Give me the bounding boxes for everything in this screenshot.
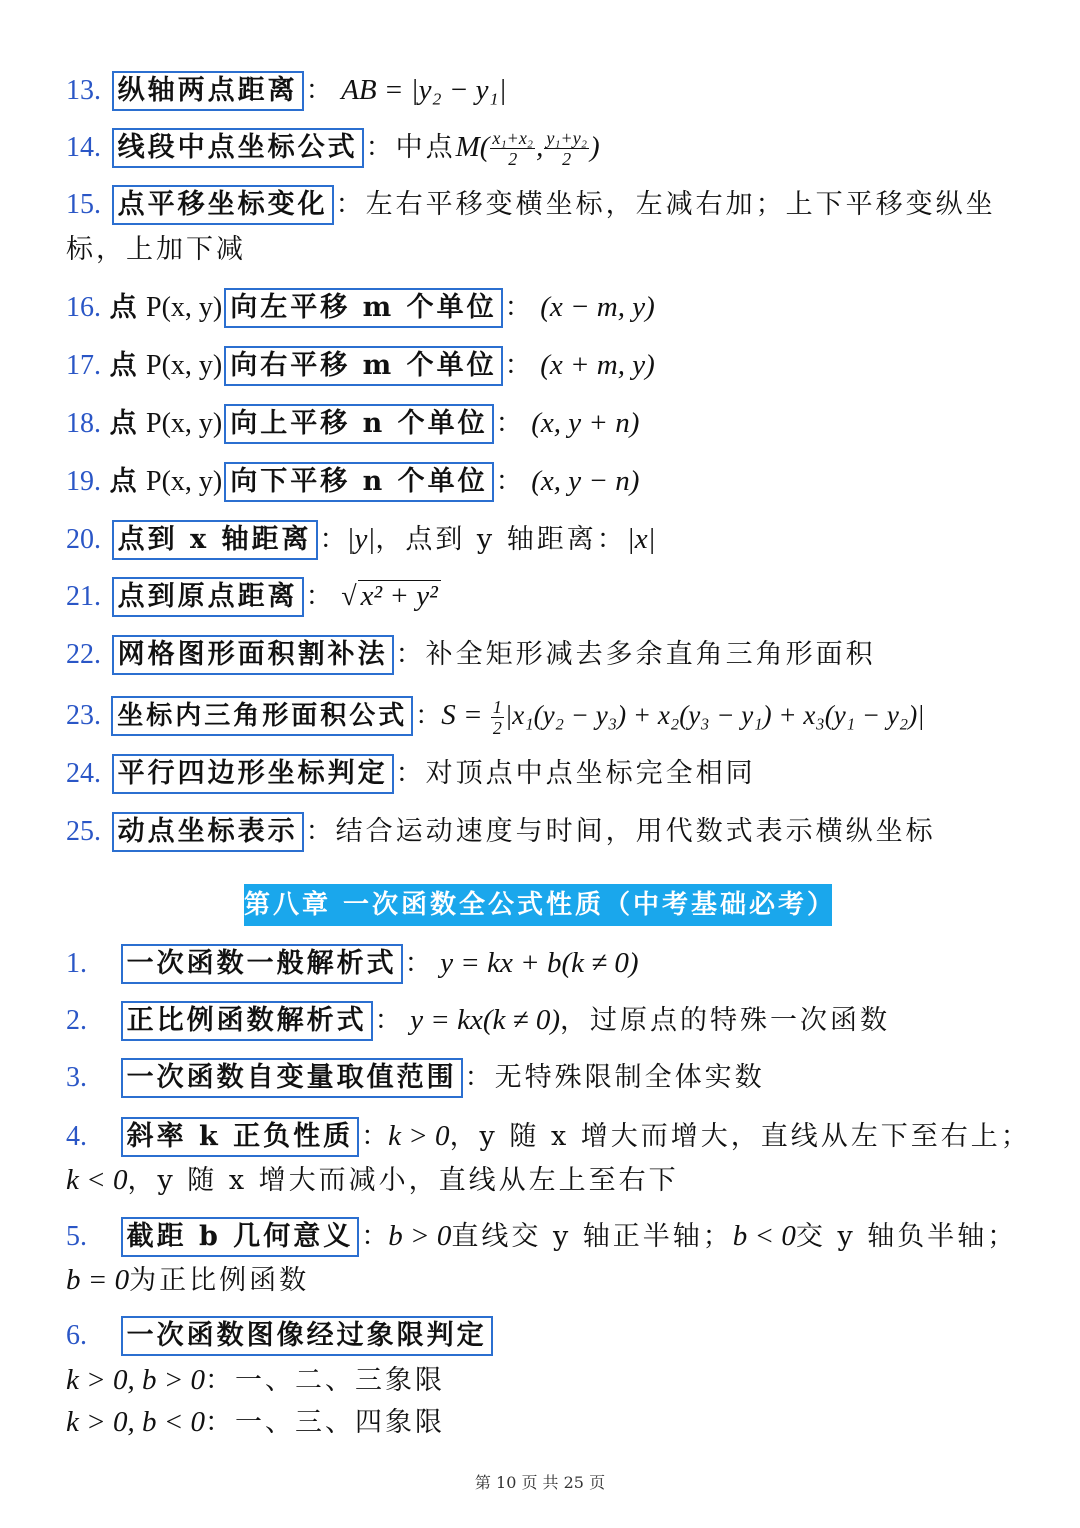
item-21	[66, 577, 441, 617]
item-text: ：左右平移变横坐标，左减右加；上下平移变纵坐	[335, 189, 996, 220]
formula: k > 0	[388, 1120, 450, 1152]
item-number: 6.	[66, 1320, 87, 1351]
fraction	[491, 697, 504, 738]
numerator: x₁+x₂	[492, 128, 534, 148]
item-text: 交 y 轴负半轴；	[795, 1221, 1018, 1252]
item-text: ，点到 y 轴距离：	[375, 524, 627, 555]
item-number: 22.	[66, 639, 101, 670]
item-label: 线段中点坐标公式	[112, 128, 364, 168]
item-text: 为正比例函数	[129, 1265, 310, 1296]
formula: y = kx + b(k ≠ 0)	[440, 947, 639, 979]
item-text: ：一、二、三象限	[205, 1365, 446, 1396]
ch8-item-5-cont	[66, 1260, 309, 1301]
item-text: ：中点	[365, 132, 456, 163]
quadrant-line-2	[66, 1402, 445, 1443]
fraction	[490, 128, 535, 169]
formula: k > 0, b > 0	[66, 1364, 206, 1396]
item-number: 17.	[66, 350, 101, 381]
item-text: ：补全矩形减去多余直角三角形面积	[395, 639, 876, 670]
item-label: 向下平移 n 个单位	[224, 462, 493, 502]
item-number: 19.	[66, 466, 101, 497]
ch8-item-5	[66, 1216, 1017, 1257]
item-number: 3.	[66, 1062, 87, 1093]
item-label: 动点坐标表示	[112, 812, 304, 852]
item-number: 25.	[66, 816, 101, 847]
ch8-item-2	[66, 1000, 890, 1041]
formula: |x₁(y₂ − y₃) + x₂(y₃ − y₁) + x₃(y₁ − y₂)|	[504, 700, 925, 730]
formula: AB = |y₂ − y₁|	[341, 74, 507, 106]
item-label: 向上平移 n 个单位	[224, 404, 493, 444]
item-label: 点到 x 轴距离	[112, 520, 318, 560]
formula: S =	[441, 699, 490, 731]
item-text: ：	[361, 1221, 389, 1252]
item-18	[66, 403, 639, 444]
formula: (x + m, y)	[540, 349, 655, 381]
formula: |x|	[626, 523, 656, 555]
item-number: 2.	[66, 1005, 87, 1036]
item-number: 20.	[66, 524, 101, 555]
item-label: 一次函数图像经过象限判定	[121, 1316, 493, 1356]
item-23	[66, 695, 925, 738]
ch8-item-4-cont	[66, 1160, 679, 1201]
item-text: ：结合运动速度与时间，用代数式表示横纵坐标	[305, 816, 936, 847]
item-label: 点到原点距离	[112, 577, 304, 617]
item-number: 4.	[66, 1121, 87, 1152]
item-number: 5.	[66, 1221, 87, 1252]
item-label: 一次函数一般解析式	[121, 944, 403, 984]
item-text: ：	[305, 75, 333, 106]
item-number: 14.	[66, 132, 101, 163]
item-number: 21.	[66, 581, 101, 612]
item-label: 斜率 k 正负性质	[121, 1117, 360, 1157]
item-14	[66, 127, 600, 169]
formula: (x, y − n)	[531, 465, 640, 497]
item-prefix: 点	[109, 292, 146, 323]
ch8-item-3	[66, 1058, 765, 1098]
point: P(x, y)	[146, 292, 223, 323]
item-text: ：	[404, 948, 432, 979]
item-text: ：	[504, 292, 532, 323]
formula: |y|	[346, 523, 376, 555]
sqrt-content: x² + y²	[358, 580, 441, 611]
item-label: 纵轴两点距离	[112, 71, 304, 111]
page-footer: 第 10 页 共 25 页	[474, 1473, 606, 1492]
fraction	[544, 128, 589, 169]
item-label: 向右平移 m 个单位	[224, 346, 502, 386]
item-text: ：	[305, 581, 333, 612]
formula: b = 0	[66, 1264, 130, 1296]
item-label: 截距 b 几何意义	[121, 1217, 360, 1257]
ch8-item-4	[66, 1116, 1031, 1157]
item-text: ：一、三、四象限	[205, 1407, 446, 1438]
item-text: ，y 随 x 增大而减小，直线从左上至右下	[127, 1165, 679, 1196]
item-text: ：	[495, 408, 523, 439]
chapter-title: 第八章 一次函数全公式性质（中考基础必考）	[244, 884, 832, 926]
item-number: 23.	[66, 700, 101, 731]
formula: b > 0	[388, 1220, 452, 1252]
item-13	[66, 70, 507, 111]
item-22	[66, 635, 876, 675]
item-15-cont: 标，上加下减	[66, 234, 246, 265]
item-16	[66, 287, 655, 328]
item-text: ：	[504, 350, 532, 381]
item-text: ：	[374, 1005, 402, 1036]
item-text: ：无特殊限制全体实数	[464, 1062, 765, 1093]
formula: y = kx(k ≠ 0)	[410, 1004, 560, 1036]
item-text: ：对顶点中点坐标完全相同	[395, 758, 756, 789]
denominator: 2	[508, 149, 518, 169]
item-19	[66, 461, 639, 502]
item-number: 15.	[66, 189, 101, 220]
item-20	[66, 519, 656, 560]
point: P(x, y)	[146, 350, 223, 381]
ch8-item-1	[66, 943, 639, 984]
item-number: 18.	[66, 408, 101, 439]
sqrt-sign: √	[341, 581, 357, 612]
point: P(x, y)	[146, 408, 223, 439]
item-prefix: 点	[109, 466, 146, 497]
item-text: ：	[319, 524, 347, 555]
item-label: 平行四边形坐标判定	[112, 754, 394, 794]
item-text: ：	[361, 1121, 389, 1152]
point: P(x, y)	[146, 466, 223, 497]
formula: (x, y + n)	[531, 407, 640, 439]
item-label: 正比例函数解析式	[121, 1001, 373, 1041]
item-number: 1.	[66, 948, 87, 979]
separator: ,	[536, 131, 544, 163]
denominator: 2	[562, 149, 572, 169]
numerator: 1	[492, 696, 502, 717]
item-prefix: 点	[109, 408, 146, 439]
item-15	[66, 185, 996, 225]
item-prefix: 点	[109, 350, 146, 381]
item-number: 16.	[66, 292, 101, 323]
item-number: 24.	[66, 758, 101, 789]
item-label: 向左平移 m 个单位	[224, 288, 502, 328]
formula: M(	[455, 131, 490, 163]
item-label: 一次函数自变量取值范围	[121, 1058, 463, 1098]
item-25	[66, 812, 936, 852]
item-label: 点平移坐标变化	[112, 185, 334, 225]
ch8-item-6	[66, 1316, 495, 1356]
denominator: 2	[492, 717, 502, 738]
formula: k > 0, b < 0	[66, 1406, 206, 1438]
numerator: y₁+y₂	[546, 128, 587, 148]
formula: b < 0	[732, 1220, 796, 1252]
formula: )	[589, 131, 600, 163]
quadrant-line-1	[66, 1360, 445, 1401]
item-text: ：	[415, 701, 442, 731]
item-text: 直线交 y 轴正半轴；	[451, 1221, 733, 1252]
item-text: ，过原点的特殊一次函数	[559, 1005, 890, 1036]
item-label: 坐标内三角形面积公式	[111, 696, 413, 736]
item-number: 13.	[66, 75, 101, 106]
item-24	[66, 754, 756, 794]
formula: (x − m, y)	[540, 291, 655, 323]
item-text: ：	[495, 466, 523, 497]
formula: k < 0	[66, 1164, 128, 1196]
item-label: 网格图形面积割补法	[112, 635, 394, 675]
item-17	[66, 345, 655, 386]
item-text: ，y 随 x 增大而增大，直线从左下至右上；	[449, 1121, 1031, 1152]
